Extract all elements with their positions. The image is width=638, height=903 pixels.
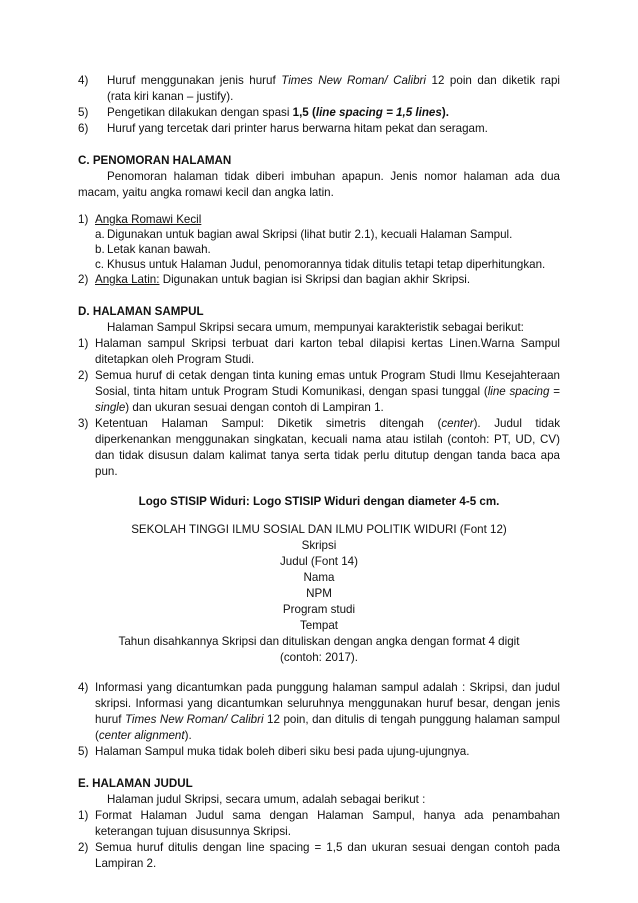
list-text: dan tidak disusun dalam kalimat tanya serta tidak perlu ditutup dengan tanda baca apa xyxy=(95,449,560,462)
list-text: (center alignment). xyxy=(95,729,192,742)
sublist-letter: c. xyxy=(95,258,105,271)
section-heading: C. PENOMORAN HALAMAN xyxy=(78,154,232,167)
list-text-italic-line xyxy=(107,89,233,105)
cover-line: Skripsi xyxy=(301,539,337,552)
list-text: Semua huruf ditulis dengan line spacing = 1,5 dan ukuran sesuai dengan contoh pada xyxy=(95,841,560,854)
list-text: Halaman Sampul muka tidak boleh diberi siku besi pada ujung-ujungnya. xyxy=(95,745,470,758)
paragraph-line: macam, yaitu angka romawi kecil dan angka latin. xyxy=(78,186,334,199)
cover-line: (contoh: 2017). xyxy=(280,651,358,664)
list-number: 2) xyxy=(78,369,89,382)
list-text: Sosial, tinta hitam untuk Program Studi Komunikasi, dengan spasi tunggal (line spacing = xyxy=(95,385,560,398)
paragraph-line: Halaman Sampul Skripsi secara umum, mempunyai karakteristik sebagai berikut: xyxy=(107,321,524,334)
list-number: 1) xyxy=(78,337,89,350)
list-number: 2) xyxy=(78,273,89,286)
cover-line: Tempat xyxy=(299,619,339,632)
list-text-line xyxy=(107,105,449,121)
list-text: Ketentuan Halaman Sampul: Diketik simetris ditengah (center). Judul tidak xyxy=(95,417,561,430)
list-text: Huruf menggunakan jenis huruf Times New Roman/ Calibri 12 poin dan diketik rapi xyxy=(107,74,560,87)
paragraph-line: Halaman judul Skripsi, secara umum, adalah sebagai berikut : xyxy=(107,793,426,806)
logo-note: Logo STISIP Widuri: Logo STISIP Widuri dengan diameter 4-5 cm. xyxy=(138,495,500,508)
list-text: Pengetikan dilakukan dengan spasi xyxy=(107,106,293,119)
cover-line: Tahun disahkannya Skripsi dan dituliskan dengan angka dengan format 4 digit xyxy=(118,635,520,648)
list-number: 1) xyxy=(78,809,89,822)
list-text: skripsi. Informasi yang dicantumkan seluruhnya menggunakan huruf besar, dengan jenis xyxy=(95,697,560,710)
sublist-text: Digunakan untuk bagian awal Skripsi (lihat butir 2.1), kecuali Halaman Sampul. xyxy=(107,228,513,241)
list-number: 3) xyxy=(78,417,89,430)
sublist-letter: b. xyxy=(95,243,105,256)
list-number: 6) xyxy=(78,122,89,135)
list-text: Halaman sampul Skripsi terbuat dari karton tebal dilapisi kertas Linen.Warna Sampul xyxy=(95,337,560,350)
list-text: Semua huruf di cetak dengan tinta kuning emas untuk Program Studi Ilmu Kesejahteraan xyxy=(95,369,560,382)
cover-line: Judul (Font 14) xyxy=(280,555,358,568)
list-text: pun. xyxy=(95,465,118,478)
list-number: 5) xyxy=(78,106,89,119)
list-text: Format Halaman Judul sama dengan Halaman Sampul, hanya ada penambahan xyxy=(95,809,560,822)
list-number: 4) xyxy=(78,74,89,87)
list-text: Digunakan untuk bagian isi Skripsi dan bagian akhir Skripsi. xyxy=(159,273,471,286)
list-text: keterangan tujuan disusunnya Skripsi. xyxy=(95,825,291,838)
list-text: single) dan ukuran sesuai dengan contoh di Lampiran 1. xyxy=(95,401,384,414)
list-text: Informasi yang dicantumkan pada punggung halaman sampul adalah : Skripsi, dan judul xyxy=(95,681,560,694)
list-number: 4) xyxy=(78,681,89,694)
section-heading: D. HALAMAN SAMPUL xyxy=(78,305,204,318)
paragraph-line: Penomoran halaman tidak diberi imbuhan apapun. Jenis nomor halaman ada dua xyxy=(107,170,560,183)
list-number: 1) xyxy=(78,213,89,226)
list-text-bold: 1,5 (line spacing = 1,5 lines). xyxy=(292,106,449,119)
sublist-text: Letak kanan bawah. xyxy=(107,243,211,256)
list-text: huruf Times New Roman/ Calibri 12 poin, dan ditulis di tengah punggung halaman sampul xyxy=(95,713,560,726)
list-label: Angka Latin: xyxy=(95,273,160,286)
list-text: ditetapkan oleh Program Studi. xyxy=(95,353,255,366)
list-number: 2) xyxy=(78,841,89,854)
list-text: (rata kiri kanan – justify). xyxy=(107,90,234,103)
sublist-letter: a. xyxy=(95,228,105,241)
list-label: Angka Romawi Kecil xyxy=(95,213,202,226)
list-text: Lampiran 2. xyxy=(95,857,157,870)
cover-line: Nama xyxy=(303,571,335,584)
list-text: Huruf yang tercetak dari printer harus berwarna hitam pekat dan seragam. xyxy=(107,122,488,135)
cover-line: Program studi xyxy=(282,603,356,616)
cover-line: NPM xyxy=(306,587,332,600)
list-number: 5) xyxy=(78,745,89,758)
section-heading: E. HALAMAN JUDUL xyxy=(78,777,193,790)
list-line xyxy=(95,272,470,288)
list-text: diperkenankan menggunakan singkatan, kecuali nama atau istilah (contoh: PT, UD, CV) xyxy=(95,433,560,446)
sublist-text: Khusus untuk Halaman Judul, penomorannya tidak ditulis tetapi tetap diperhitungkan. xyxy=(107,258,546,271)
cover-line: SEKOLAH TINGGI ILMU SOSIAL DAN ILMU POLITIK WIDURI (Font 12) xyxy=(131,523,507,536)
